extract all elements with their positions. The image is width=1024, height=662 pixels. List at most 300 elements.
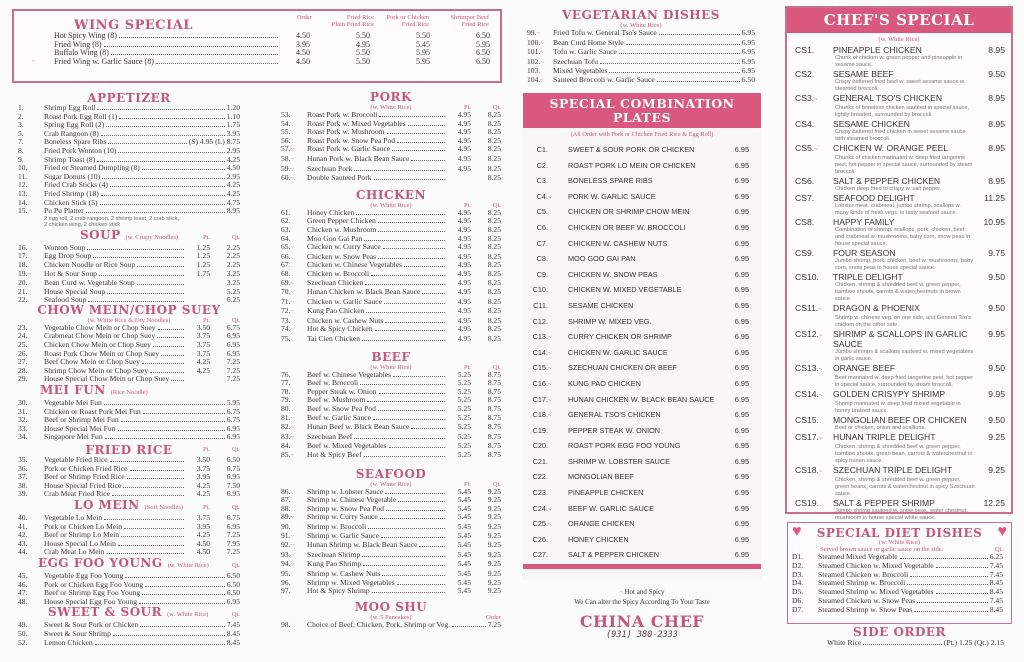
item-number-text: 40. bbox=[18, 512, 28, 522]
leader-dots bbox=[93, 257, 184, 258]
item-name: Beef or Shrimp Egg Foo Young bbox=[44, 588, 141, 598]
col-order: Order bbox=[296, 14, 312, 21]
combo-name: SALT & PEPPER CHICKEN bbox=[568, 550, 659, 560]
leader-dots bbox=[153, 346, 184, 347]
leader-dots bbox=[150, 372, 184, 373]
price-pint: 5.45 bbox=[457, 486, 471, 496]
leader-dots bbox=[365, 284, 445, 285]
item-name: Fried or Steamed Dumpling (8) bbox=[44, 163, 140, 173]
hot-pepper-icon: ~ bbox=[290, 290, 294, 297]
col-shrimp-1: Shrimpor Beef bbox=[450, 14, 489, 21]
item-number-text: 78. bbox=[281, 386, 291, 396]
item-number-text: 72. bbox=[281, 306, 291, 316]
item-price: (Pt.) 1.25 (Qt.) 2.15 bbox=[943, 638, 1004, 647]
combo-row bbox=[523, 314, 761, 330]
price-pint: 5.45 bbox=[457, 512, 471, 522]
egg-foo-young-header bbox=[18, 557, 240, 572]
combination-section bbox=[523, 93, 761, 580]
leader-dots bbox=[371, 275, 445, 276]
chicken-title: CHICKEN bbox=[355, 187, 427, 202]
leader-dots bbox=[121, 536, 184, 537]
combo-number-text: C4. bbox=[536, 191, 548, 201]
combo-name: ROAST PORK EGG FOO YOUNG bbox=[568, 441, 681, 451]
leader-dots bbox=[142, 594, 225, 595]
item-name: Shrimp Egg Roll bbox=[44, 103, 96, 112]
price-quart: 9.25 bbox=[487, 586, 501, 596]
col-shrimp-rice bbox=[434, 14, 489, 28]
item-name: Steamed Shrimp w. Broccoli bbox=[818, 578, 906, 588]
item-number-text: 76. bbox=[281, 369, 291, 379]
item-name: White Rice bbox=[827, 638, 862, 647]
price-pint: 5.25 bbox=[457, 395, 471, 405]
price-quart: 9.25 bbox=[487, 503, 501, 513]
leader-dots bbox=[378, 258, 445, 259]
menu-row bbox=[281, 174, 501, 184]
hot-pepper-icon: ~ bbox=[548, 397, 552, 404]
item-price: 4.25 bbox=[226, 188, 240, 198]
item-number-text: 97. bbox=[281, 586, 291, 596]
price-quart: 8.75 bbox=[487, 441, 501, 451]
hot-pepper-icon: ~ bbox=[290, 562, 294, 569]
leader-dots bbox=[104, 519, 184, 520]
leader-dots bbox=[354, 170, 445, 171]
item-price: 4.75 bbox=[226, 197, 240, 207]
price-quart: 8.75 bbox=[487, 386, 501, 396]
price-shrimp: 6.50 bbox=[476, 48, 490, 58]
leader-dots bbox=[936, 567, 988, 568]
column-headers bbox=[447, 481, 501, 488]
leader-dots bbox=[143, 413, 225, 414]
item-price: 6.75 bbox=[226, 406, 240, 416]
fried-rice-header bbox=[18, 444, 240, 456]
item-name: Bean Curd Home Style bbox=[553, 37, 624, 47]
combination-list bbox=[523, 142, 761, 563]
item-name: Lemon Chicken bbox=[44, 637, 93, 647]
col-pork-2: Fried Rice bbox=[401, 21, 429, 28]
chef-special-description: Shrimp marinated w. deep fried mixed vegetable in honey braised sauce. bbox=[835, 401, 961, 414]
item-price: 7.25 bbox=[487, 619, 501, 629]
item-number: D2. bbox=[792, 560, 804, 570]
combo-number bbox=[523, 469, 556, 485]
item-name: Roast Pork w. Garlic Sauce bbox=[307, 144, 391, 154]
combo-number bbox=[523, 173, 556, 189]
price-quart: 7.25 bbox=[226, 530, 240, 540]
price-pint: 1.75 bbox=[196, 268, 210, 278]
leader-dots bbox=[86, 212, 225, 213]
price-pint: 4.95 bbox=[457, 233, 471, 243]
leader-dots bbox=[101, 135, 225, 136]
leader-dots bbox=[145, 586, 225, 587]
item-number-text: 83. bbox=[281, 431, 291, 441]
item-name: Beef Chow Mein or Chop Suey bbox=[44, 357, 140, 367]
item-price: 6.95 bbox=[741, 37, 755, 47]
hot-pepper-icon: ~ bbox=[548, 335, 552, 342]
item-price: (S) 4.95 (L) 8.75 bbox=[188, 137, 240, 147]
combo-price: 6.95 bbox=[734, 550, 749, 560]
item-name: Steamed Chicken w. Broccoli bbox=[818, 569, 909, 579]
chef-special-row bbox=[795, 415, 1005, 425]
chefs-special-list bbox=[787, 45, 1011, 522]
item-name: Shrimp Toast (8) bbox=[44, 154, 96, 164]
chicken-subtitle: (w. White Rice) bbox=[370, 201, 412, 209]
combo-name: CHICKEN W. SNOW PEAS bbox=[568, 269, 658, 279]
leader-dots bbox=[389, 447, 446, 448]
chef-special-price: 10.95 bbox=[983, 217, 1005, 227]
item-price: 7.45 bbox=[989, 595, 1003, 605]
item-number-text: 53. bbox=[281, 110, 291, 119]
combo-row bbox=[523, 438, 761, 454]
price-plain: 5.50 bbox=[356, 48, 370, 58]
item-number-text: 15. bbox=[18, 206, 28, 216]
item-number-text: 56. bbox=[281, 135, 291, 145]
item-name: Hunan Shrimp w. Black Bean Sauce bbox=[307, 540, 418, 550]
chef-special-number-text: CS5. bbox=[795, 143, 815, 153]
combo-row bbox=[523, 204, 761, 220]
item-price: 4.50 bbox=[226, 163, 240, 173]
chef-special-row bbox=[795, 303, 1005, 315]
price-quart: 8.75 bbox=[487, 450, 501, 459]
item-price: 2.95 bbox=[226, 145, 240, 155]
platter-description bbox=[18, 216, 240, 229]
combo-name: SHRIMP W. MIXED VEG. bbox=[568, 316, 652, 326]
chef-special-row bbox=[795, 498, 1005, 508]
item-name: Fried Tofu w. General Tso's Sauce bbox=[553, 28, 657, 37]
price-quart: 8.75 bbox=[487, 378, 501, 388]
chef-special-name: SALT & PEPPER CHICKEN bbox=[833, 176, 941, 186]
price-pint: 4.95 bbox=[457, 324, 471, 334]
item-number-text: 66. bbox=[281, 251, 291, 261]
chef-special-number-text: CS17. bbox=[795, 432, 819, 442]
combination-header bbox=[523, 93, 761, 128]
combination-subtitle: (All Order with Pork or Chicken Fried Rice & Egg Roll) bbox=[570, 131, 714, 138]
price-pint: 5.45 bbox=[457, 503, 471, 513]
combo-name: SWEET & SOUR PORK OR CHICKEN bbox=[568, 145, 695, 154]
item-name: Hunan Chicken w. Black Bean Sauce bbox=[307, 287, 421, 297]
leader-dots bbox=[374, 179, 445, 180]
price-plain: 5.50 bbox=[356, 56, 370, 66]
vegetarian-title: VEGETARIAN DISHES bbox=[562, 8, 720, 22]
combo-row bbox=[523, 267, 761, 283]
price-pint: 4.95 bbox=[457, 242, 471, 252]
item-name: Hunan Pork w. Black Bean Sauce bbox=[307, 153, 410, 163]
item-number-text: 16. bbox=[18, 242, 28, 252]
soup-title: SOUP bbox=[80, 227, 121, 242]
item-name: Crab Meat Fried Rice bbox=[44, 489, 111, 499]
menu-row bbox=[281, 587, 501, 596]
pork-header bbox=[281, 92, 501, 103]
leader-dots bbox=[385, 493, 445, 494]
item-price: 4.25 bbox=[226, 154, 240, 164]
item-name: Singapore Mei Fun bbox=[44, 432, 103, 442]
item-name: Choice of Beef, Chicken, Pork, Shrimp or Veg. bbox=[307, 619, 451, 629]
combo-number-text: C24. bbox=[532, 503, 548, 513]
price-pint: 5.25 bbox=[457, 369, 471, 379]
item-price: 6.50 bbox=[226, 588, 240, 598]
leader-dots bbox=[936, 593, 988, 594]
item-name: Moo Goo Gai Pan bbox=[307, 233, 363, 243]
subtitle-row bbox=[18, 316, 240, 324]
hot-pepper-icon: ~ bbox=[536, 31, 540, 37]
price-quart: 8.25 bbox=[487, 163, 501, 173]
item-number-text: 69. bbox=[281, 277, 291, 287]
spicy-note: We Can alter the Spicy According To Your Taste bbox=[574, 598, 710, 606]
item-name: Crabmeat Chow Mein or Chop Suey bbox=[44, 331, 156, 341]
combo-row bbox=[523, 407, 761, 423]
item-name: House Special Lo Mein bbox=[44, 538, 116, 548]
hot-pepper-icon: ~ bbox=[290, 327, 294, 334]
chow-mein-subtitle: (w. White Rice & Dry Noodles) bbox=[87, 316, 171, 324]
price-quart: 8.75 bbox=[487, 395, 501, 405]
chef-special-name: MONGOLIAN BEEF OR CHICKEN bbox=[833, 415, 967, 425]
egg-foo-young-title: EGG FOO YOUNG bbox=[38, 555, 163, 570]
col-plain-2: Plain Fried Rice bbox=[331, 21, 374, 28]
restaurant-phone[interactable]: (931) 380-2333 bbox=[606, 630, 678, 640]
combo-price: 6.95 bbox=[734, 378, 749, 388]
leader-dots bbox=[422, 293, 445, 294]
item-name: Szechuan Beef bbox=[307, 431, 353, 441]
chef-special-row bbox=[795, 69, 1005, 79]
item-number-text: 63. bbox=[281, 224, 291, 234]
price-pint: 5.25 bbox=[457, 412, 471, 422]
item-name: Steamed Shrimp w. Mixed Vegetables bbox=[818, 587, 934, 597]
price-quart: 8.75 bbox=[487, 404, 501, 414]
combo-price: 6.95 bbox=[734, 519, 749, 529]
item-price: 1.10 bbox=[226, 111, 240, 121]
item-name: Crab Meat Lo Mein bbox=[44, 547, 105, 557]
chef-special-row bbox=[795, 432, 1005, 444]
combo-row bbox=[523, 298, 761, 314]
item-name: Double Sauteed Pork bbox=[307, 173, 372, 183]
hot-pepper-icon: ~ bbox=[548, 350, 552, 357]
item-number-text: 10. bbox=[18, 163, 28, 173]
price-order: 4.50 bbox=[296, 31, 310, 40]
chef-special-description: Chunk of chicken w. green pepper and pineapple in sesame sauce. bbox=[835, 55, 963, 68]
combo-name: SZECHUAN CHICKEN OR BEEF bbox=[568, 363, 678, 373]
item-price: 8.45 bbox=[226, 628, 240, 638]
price-quart: 8.25 bbox=[487, 118, 501, 128]
item-number-text: 27. bbox=[18, 357, 28, 367]
leader-dots bbox=[386, 510, 445, 511]
combo-number-text: C6. bbox=[536, 222, 548, 232]
leader-dots bbox=[398, 501, 445, 502]
price-pint: 4.95 bbox=[457, 207, 471, 217]
chef-special-name: SALT & PEPPER SHRIMP bbox=[833, 498, 935, 508]
price-plain: 4.95 bbox=[356, 39, 370, 49]
chef-special-row bbox=[795, 329, 1005, 349]
leader-dots bbox=[118, 430, 225, 431]
price-quart: 7.25 bbox=[226, 547, 240, 557]
combo-price: 6.95 bbox=[734, 441, 749, 451]
combo-number-text: C26. bbox=[532, 534, 548, 544]
price-quart: 9.25 bbox=[487, 577, 501, 587]
item-name: Vegetable Lo Mein bbox=[44, 512, 103, 522]
subtitle-row bbox=[281, 613, 501, 621]
price-quart: 2.25 bbox=[226, 259, 240, 269]
combo-name: CHICKEN W. CASHEW NUTS bbox=[568, 238, 668, 248]
item-number-text: 99. bbox=[527, 28, 537, 37]
leader-dots bbox=[119, 37, 278, 38]
price-pint: 3.75 bbox=[196, 331, 210, 341]
item-number-text: 75. bbox=[281, 334, 291, 344]
item-number-text: 35. bbox=[18, 455, 28, 464]
menu-row bbox=[18, 433, 240, 442]
price-plain: 5.50 bbox=[356, 31, 370, 40]
item-number-text: 57. bbox=[281, 144, 291, 154]
item-name: Shrimp w. Garlic Sauce bbox=[307, 530, 380, 540]
combo-price: 6.95 bbox=[734, 145, 749, 154]
price-pint: 3.95 bbox=[196, 521, 210, 531]
combo-price: 6.95 bbox=[734, 472, 749, 482]
column-headers bbox=[461, 614, 501, 621]
chef-special-row bbox=[795, 45, 1005, 55]
price-quart: 8.75 bbox=[487, 431, 501, 441]
chef-special-description: Jumbo shrimp, pork, chicken, beef w. mushrooms, baby corn, snow peas in house special sauce. bbox=[835, 258, 974, 271]
chef-special-description: Chicken, shrimp & shredded beef w. green pepper, green beans, carrots & waterchestnut in spicy Szechuan sauce. bbox=[835, 477, 975, 497]
item-number-text: 61. bbox=[281, 207, 291, 217]
hot-pepper-icon: ~ bbox=[290, 280, 294, 287]
item-price: 6.25 bbox=[989, 552, 1003, 561]
combo-name: CHICKEN OR BEEF W. BROCCOLI bbox=[568, 222, 686, 232]
price-pint: 5.45 bbox=[457, 495, 471, 505]
price-pint: 4.95 bbox=[457, 144, 471, 154]
item-number-text: 46. bbox=[18, 579, 28, 589]
item-name: Steamed Chicken w. Snow Peas bbox=[818, 595, 916, 605]
col-plain-rice bbox=[314, 14, 374, 28]
chef-special-row bbox=[795, 193, 1005, 203]
item-number-text: 37. bbox=[18, 472, 28, 482]
price-pint: 4.25 bbox=[196, 489, 210, 499]
item-name: Hot & Spicy Chicken bbox=[307, 324, 373, 334]
price-quart: 8.25 bbox=[487, 277, 501, 287]
price-quart: 6.75 bbox=[226, 463, 240, 473]
item-price: 8.45 bbox=[989, 604, 1003, 614]
item-number-text: 50. bbox=[18, 628, 28, 638]
chef-special-price: 8.95 bbox=[988, 176, 1005, 186]
vegetarian-section bbox=[527, 8, 755, 86]
item-name: Shrimp w. Cashew Nuts bbox=[307, 568, 381, 578]
price-quart: 9.25 bbox=[487, 540, 501, 550]
mei-fun-header bbox=[18, 384, 240, 399]
hot-pepper-icon: ~ bbox=[290, 166, 294, 173]
combo-number-text: C22. bbox=[532, 472, 548, 482]
item-number-text: 2. bbox=[18, 111, 24, 121]
chow-mein-title: CHOW MEIN/CHOP SUEY bbox=[37, 302, 221, 317]
item-name: Tofu w. Garlic Sauce bbox=[553, 47, 617, 57]
leader-dots bbox=[385, 322, 445, 323]
item-name: Hot & Spicy Beef bbox=[307, 450, 362, 459]
combination-title-1: SPECIAL COMBINATION bbox=[549, 96, 735, 111]
leader-dots bbox=[411, 428, 445, 429]
price-quart: 9.25 bbox=[487, 568, 501, 578]
item-number-text: 38. bbox=[18, 480, 28, 490]
chef-special-price: 12.25 bbox=[983, 498, 1005, 508]
item-number-text: 90. bbox=[281, 521, 291, 531]
leader-dots bbox=[110, 461, 184, 462]
price-pint: 4.95 bbox=[457, 216, 471, 226]
hot-pepper-icon: ~ bbox=[540, 50, 544, 57]
chef-special-price: 9.25 bbox=[988, 432, 1005, 442]
leader-dots bbox=[657, 81, 740, 82]
item-number-text: 30. bbox=[18, 398, 28, 408]
hot-pepper-icon: ~ bbox=[290, 552, 294, 559]
chef-special-name: HUNAN TRIPLE DELIGHT bbox=[833, 432, 936, 442]
chef-special-number bbox=[795, 303, 833, 315]
menu-row bbox=[792, 606, 1003, 615]
item-name: Chicken w. Snow Peas bbox=[307, 251, 377, 261]
leader-dots bbox=[397, 584, 445, 585]
item-number-text: 55. bbox=[281, 127, 291, 137]
leader-dots bbox=[110, 186, 225, 187]
leader-dots bbox=[408, 125, 445, 126]
price-quart: 6.75 bbox=[226, 322, 240, 332]
item-name: Beef w. Garlic Sauce bbox=[307, 412, 372, 422]
item-name: Beef w. Broccoli bbox=[307, 378, 359, 388]
item-number-text: 7. bbox=[18, 137, 24, 147]
diet-qt-header: Qt. bbox=[994, 546, 1003, 553]
item-price: 7.45 bbox=[226, 620, 240, 630]
chef-special-description: Jumbo shrimp sauteed w. snow peas, water chestnut, mushroom in house special white sauce. bbox=[835, 508, 968, 521]
menu-column-1 bbox=[18, 92, 240, 647]
combo-number-text: C23. bbox=[532, 488, 548, 498]
price-quart: 6.25 bbox=[226, 295, 240, 305]
chef-special-number bbox=[795, 272, 833, 282]
price-quart: 9.25 bbox=[487, 521, 501, 531]
item-number bbox=[18, 207, 44, 216]
item-number-text: 81. bbox=[281, 412, 291, 422]
combo-number-text: C5. bbox=[536, 207, 548, 217]
column-headers bbox=[447, 202, 501, 209]
price-pint: 5.25 bbox=[457, 450, 471, 459]
price-pint: 4.95 bbox=[457, 277, 471, 287]
price-order: 3.95 bbox=[296, 39, 310, 49]
item-name: Roast Pork w. Snow Pea Pod bbox=[307, 135, 396, 145]
hot-pepper-icon: ~ bbox=[290, 156, 294, 163]
item-number-text: 26. bbox=[18, 348, 28, 358]
chef-special-number-text: CS9. bbox=[795, 248, 815, 258]
chef-special-row bbox=[795, 217, 1005, 227]
price-shrimp: 6.50 bbox=[476, 56, 490, 66]
item-number-text: 77. bbox=[281, 378, 291, 388]
combo-row bbox=[523, 485, 761, 501]
item-number-text: 93. bbox=[281, 549, 291, 559]
item-number-text: 17. bbox=[18, 251, 28, 261]
pt-header: Pt. bbox=[463, 201, 471, 209]
price-quart: 7.25 bbox=[226, 374, 240, 384]
item-number-text: 101. bbox=[527, 47, 541, 57]
vegetarian-subtitle: (w. White Rice) bbox=[620, 22, 662, 29]
combo-number bbox=[523, 485, 556, 501]
chef-special-number bbox=[795, 143, 833, 155]
price-quart: 6.50 bbox=[226, 455, 240, 464]
subtitle-row bbox=[281, 103, 501, 111]
item-name: Fried Pork Wonton (10) bbox=[44, 145, 117, 155]
item-name: Green Pepper Chicken bbox=[307, 216, 376, 226]
item-name: Mixed Vegetables bbox=[553, 66, 608, 76]
item-number: D4. bbox=[792, 578, 804, 588]
item-name: Pepper Steak w. Onion bbox=[307, 386, 377, 396]
hot-pepper-icon: ~ bbox=[540, 77, 544, 84]
leader-dots bbox=[127, 478, 184, 479]
menu-row bbox=[787, 639, 1012, 648]
price-pint: 4.50 bbox=[196, 538, 210, 548]
combo-name: PINEAPPLE CHICKEN bbox=[568, 488, 644, 498]
beef-header bbox=[281, 349, 501, 364]
combo-name: SHRIMP W. LOBSTER SAUCE bbox=[568, 456, 671, 466]
combo-name: HUNAN CHICKEN W. BLACK BEAN SAUCE bbox=[568, 394, 715, 404]
column-headers bbox=[210, 560, 240, 572]
price-quart: 9.25 bbox=[487, 495, 501, 505]
item-number-text: 91. bbox=[281, 530, 291, 540]
